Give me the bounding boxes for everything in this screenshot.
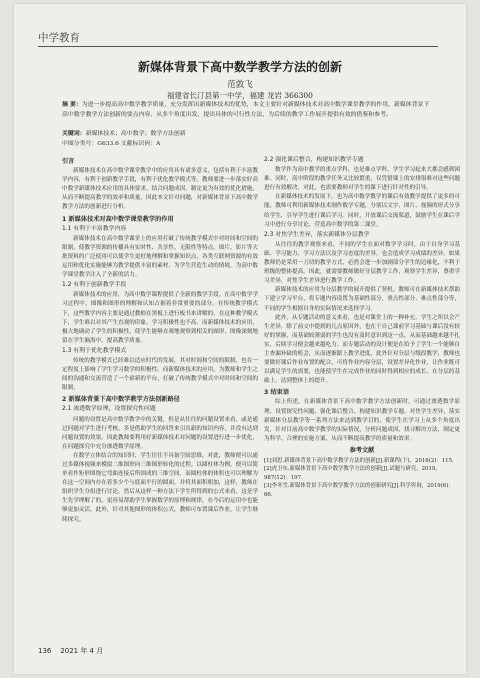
article-title: 新媒体背景下高中数学教学方法的创新 [137, 60, 342, 74]
body-paragraph: 新媒体技术在高中数学课堂上的应用打破了传统教学模式中对时间和空间的限制，使教学资源的传播具有实时性、共享性、无限性等特点。图片、影片等大批资料的广泛使用可以使学生更好地理解和掌握知识点，各类互联网资源的有效运用和优化实施能够为教学提供丰富的素材，为学生营造生动的情境，为高中数学课堂教学注入了全新的活力。 [62, 235, 258, 279]
body-paragraph: 新媒体技术在高中数学课堂教学中的应用具有诸多意义，包括有利于丰富教学内容，有利于创新教学手段，有利于优化教学模式等。教师要进一步落实好高中数学新媒体技术应用的具体要求，结合问题成因，制定更为有效的优化措施，从而不断提高教学的效率和质量。因此本文针对问题，对新媒体背景下高中数学教学方法的创新进行分析。 [62, 168, 258, 211]
subsection-heading: 2.3 对焦学生差异，落实新媒体分层教学 [264, 231, 370, 238]
keywords [62, 130, 434, 140]
body-paragraph: 新媒体技术的应用，为高中数学课程提供了全新的教学手段。在高中数学学习过程中，图像和图形的理解和认知占据着非常重要的部分。在传统教学模式下，这些教学内容主要是通过教师在黑板上进行板书来讲解的，在这种教学模式下，学生难以对其产生直观的印象，学习积极性也不高。而新媒体技术的应用，极大地调动了学生的积极性，使学生能够直观地观察到相关的图形，图像深刻地留在学生脑海中，提高教学质量。 [62, 292, 258, 344]
keywords-label: 关键词： [62, 131, 86, 137]
classification: 中图分类号：G633.6 文献标识码：A [62, 141, 161, 147]
body-paragraph: 在新媒体技术的发展下，也为高中数学教学的课后有效教学提供了更多的可能。教师可利用新媒体技术制作数学专题，分别以文字、图片、视频的形式分享给学生，引导学生进行课后学习。同时，开放课后交流渠道，鼓励学生在课后学习中进行分享讨论，营造高中数学的第二课堂。 [264, 194, 460, 228]
section-heading: 3 结束语 [264, 389, 290, 397]
section-heading: 引言 [62, 158, 75, 165]
section-heading: 2 新媒体背景下高中数学教学方法创新路径 [62, 396, 180, 404]
section-label: 中学教育 [38, 32, 80, 44]
section-heading: 1 新媒体技术对高中数学课堂教学的作用 [62, 215, 174, 223]
author-affiliation: 福建省长汀县第一中学，福建 龙岩 366300 [167, 91, 313, 100]
article-author: 范敦飞 [227, 80, 253, 90]
abstract-label: 摘 要： [62, 102, 82, 108]
subsection-heading: 1.2 有利于创新教学手段 [62, 282, 127, 289]
body-paragraph: 在数学立体结合的知识时，学生往往不具备空间思维，对此，教师便可以通过多媒体视频来模拟二维图形向三维图形转化的过程。以圆柱体为例，便可以简单看作矩形围绕它弯曲连接后所围成的三维空间，而圆柱体的体积也可以理解为在这一空间内存在着多少个与底面平行的圆面，并将其面积相加，这样，教师在组织学生分组进行讨论，然后从这样一种方法下学生所得到的公式来看，这是学生先学理解了的，更容易帮助学生掌握数学的原理和规律，在今后的运用中也能够更加灵活。此外，针对其他图形的体积公式，教师可布置课后作业，让学生继续探究。 [62, 452, 258, 523]
abstract [62, 101, 434, 120]
page-number: 136 [38, 647, 52, 655]
issue-date: 2021 年 4 月 [60, 647, 104, 655]
abstract-text: 为进一步提高高中数学教学质量，充分发挥出新媒体技术的优势，本文主要针对新媒体技术对高中数学课堂教学的作用，新媒体背景下高中数学教学方法创新的要点内容，从多个角度出发，提出具体的可行性方法，为后续的教学工作展开提供有效的借鉴和参考。 [62, 102, 430, 118]
body-paragraph: 传统的教学模式已经难以适应时代的发展，其对时间和空间的限制，也在一定程度上影响了学生学习数学的积极性。而新媒体技术的应用，为教师和学生之间的沟通和交流营造了一个崭新的平台，打破了传统教学模式中对时间和空间的限制。 [62, 357, 258, 392]
keywords-text: 新媒体技术；高中数学；数学方法创新 [85, 131, 186, 137]
left-column [62, 155, 258, 525]
body-paragraph: 新媒体技术的应用为分层教学的展开提供了契机。教师可在新媒体技术帮助下建立学习平台，将专题内容设置为基础性部分，重点性部分、难点性部分等，不同的学生根据自身的实际情况来选择学习。 [264, 287, 460, 312]
section-heading: 参考文献 [349, 446, 375, 454]
body-paragraph: 此外，从专题活动的意义来看，也是对课堂上的一种补充，学生之所以会产生差异，除了前文中提到的几点原因外，也在于自己课前学习基础与课后没有较好的掌握，而基础较薄弱的学生也没有及时意识到这一点，从而基础越来越不扎实，后续学习便会越来越吃力。而专题活动的设计便是在给予了学生一个能够自主查漏补缺的机会，从而逐渐跟上教学进度，此外针对分层与级段教学，教师也要做好课后作业布置的配合，可将作业内容分层，设置差异化作业，让作业既可以满足学生的需要，也能使学生在完成作业的同时得到相应的成长，在分层的基础上，达到整体上的提升。 [264, 314, 460, 385]
body-paragraph: 问题的设置是高中数学教学中的关键，但是从往往的问题设置来看，或是通过问题对学生进行考核，多是借助学生的回答来引出新的知识内容，并没有达到问题设置的效果。因此教师要利用好新媒体技术对问题的设置进行进一步优化，在问题探究中充分渗透数学原理。 [62, 416, 258, 450]
body-paragraph: 综上所述，在新媒体背景下高中数学教学方法创新时，可通过渗透数学原理、设置探究性问题、强化课后整合、构建知识教学专题、对焦学生差异，落实新媒体分层教学等一系列方法来达到教学目的，使学生在学习上从多个角度出发，针对目前高中数学教学的实际情况，分析问题成因，找寻解决方法，制定更为科学、合理的实施方案，从而不断提高教学的质量和效率。 [264, 399, 460, 442]
reference-list [264, 457, 460, 499]
subsection-heading: 2.2 强化课后整合，构建知识教学专题 [264, 157, 364, 163]
reference-item: [3]李冬雪.新媒体背景下高中数学教学方法的创新研究[J].科学咨询，2019(6)：66. [264, 483, 454, 498]
right-column [264, 155, 460, 499]
page-footer [38, 646, 103, 656]
body-paragraph: 数学作为高中教学的重点学科，也是难点学科，学生学习起来大都会感到困难。同时，高中阶段的教学任务又比较繁重，仅凭借课上的安排很难对这些问题进行有效解决，对此，也需要教师对学生的课下进行针对性的引导。 [264, 167, 460, 192]
reference-item: [2]虎卫东.新媒体背景下高中数学教学方法的创新[J].试题与研究，2019，987(12)：197. [264, 466, 441, 481]
subsection-heading: 2.1 渗透数学原理，设置探究性问题 [62, 406, 156, 413]
running-header [38, 30, 438, 47]
subsection-heading: 1.1 有利于丰富教学内容 [62, 225, 127, 232]
subsection-heading: 1.3 有利于优化教学模式 [62, 347, 127, 354]
body-paragraph: 从往往的教学观察来看，不同的学生在面对数学学习时，由于自身学习基础、学习能力、学习方法以及学习态度的差异，也会造成学习成绩的差异。如果教师仍是采用一刀切的教学方式，必然会进一步加剧部分学生的边缘化，不利于班级的整体提高。因此，就需要教师做好分层教学工作，观察学生差异，尊重学习差异，对焦学生差异进行教学工作。 [264, 241, 460, 285]
reference-item: [1]刘思.新媒体背景下高中数学教学方法的创新[J].新课程(下)，2016(2)：115. [264, 458, 454, 464]
